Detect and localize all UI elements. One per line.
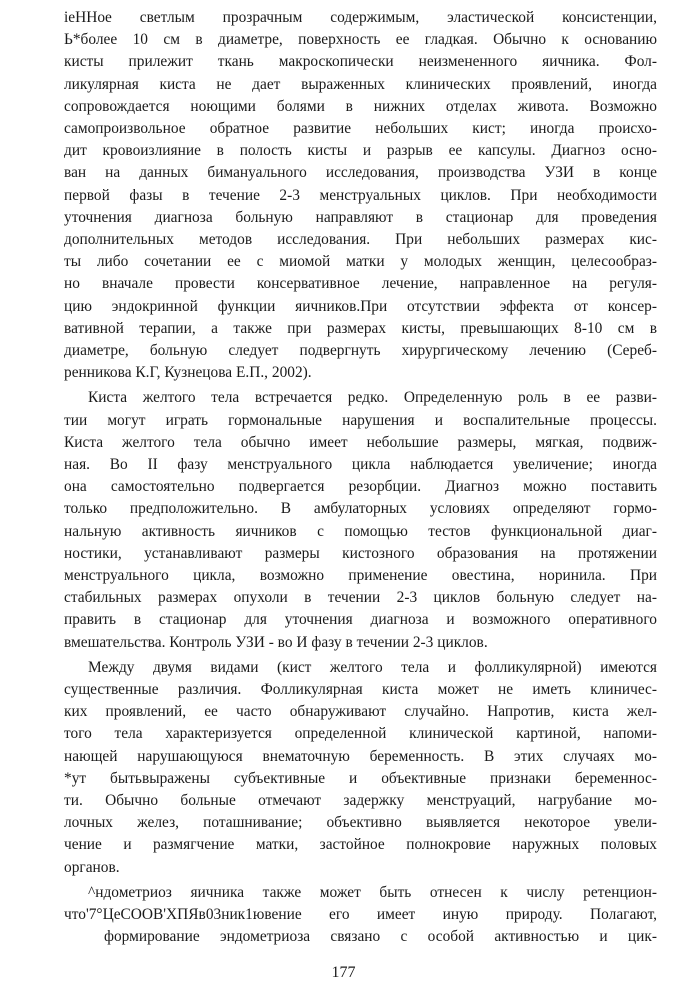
text-line: ти. Обычно больные отмечают задержку менструаций, нагрубание мо- [64,792,657,809]
text-line: кисты прилежит ткань макроскопически неизмененного яичника. Фол- [64,53,657,71]
page-number: 177 [331,964,356,982]
text-line: вативной терапии, а также при размерах кисты, превышающих 8-10 см в [64,319,657,337]
text-line: дит кровоизлияние в полость кисты и разрыв ее капсулы. Диагноз осно- [64,142,657,160]
text-line: только предположительно. В амбулаторных условиях определяют гормо- [64,500,657,518]
text-line: нальную активность яичников с помощью тестов функциональной диаг- [64,522,657,540]
text-line: сопровождается ноющими болями в нижних отделах живота. Возможно [64,97,657,115]
text-line: ких проявлений, ее часто обнаруживают случайно. Напротив, киста жел- [64,703,657,721]
text-line: Между двумя видами (кист желтого тела и фолликулярной) имеются [88,658,657,676]
text-line: ты либо сочетании ее с миомой матки у молодых женщин, целесообраз- [64,253,657,271]
text-line: ренникова К.Г, Кузнецова Е.П., 2002). [64,364,312,382]
text-line: Ь*более 10 см в диаметре, поверхность ее гладкая. Обычно к основанию [64,31,657,49]
text-line: ликулярная киста не дает выраженных клинических проявлений, иногда [64,75,657,93]
text-line: лочных желез, поташнивание; объективно выявляется некоторое увели- [64,814,657,832]
text-line: самопроизвольное обратное развитие небольших кист; иногда происхо- [64,120,657,137]
text-line: диаметре, больную следует подвергнуть хирургическому лечению (Сереб- [64,342,657,359]
text-line: первой фазы в течение 2-3 менструальных циклов. При необходимости [64,186,657,204]
text-line: Киста желтого тела обычно имеет небольшие размеры, мягкая, подвиж- [64,433,657,451]
text-line: органов. [64,858,120,876]
text-line: дополнительных методов исследования. При небольших размерах кис- [64,231,657,248]
text-line: формирование эндометриоза связано с особой активностью и цик- [104,928,657,946]
text-line: но вначале провести консервативное лечение, направленное на регуля- [64,275,657,293]
text-line: ностики, устанавливают размеры кистозного образования на протяжении [64,544,657,562]
text-line: существенные различия. Фолликулярная киста может не иметь клиничес- [64,681,657,698]
text-line: менструального цикла, возможно применение овестина, норинила. При [64,567,657,584]
text-line: нающей нарушающуюся внематочную беременность. В этих случаях мо- [64,747,657,765]
text-line: вмешательства. Контроль УЗИ - во И фазу в течении 2-3 циклов. [64,633,488,651]
text-line: ieHHoe светлым прозрачным содержимым, эластической консистенции, [64,9,657,26]
text-line: она самостоятельно подвергается резорбции. Диагноз можно поставить [64,478,657,496]
text-line: чение и размягчение матки, застойное полнокровие наружных половых [64,836,657,854]
text-line: *ут бытьвыражены субъективные и объективные признаки беременнос- [64,769,657,787]
text-line: править в стационар для уточнения диагноза и возможного оперативного [64,611,657,629]
text-line: тии могут играть гормональные нарушения и воспалительные процессы. [64,411,657,429]
text-line: что'7°ЦеСООВ'ХПЯв03ник1ювение его имеет иную природу. Полагают, [64,906,657,923]
text-line: стабильных размерах опухоли в течении 2-3 циклов больную следует на- [64,589,657,607]
text-line: уточнения диагноза больную направляют в стационар для проведения [64,208,657,226]
text-line: цию эндокринной функции яичников.При отсутствии эффекта от консер- [64,297,657,315]
text-line: Киста желтого тела встречается редко. Определенную роль в ее разви- [88,389,657,407]
text-line: ная. Во II фазу менструального цикла наблюдается увеличение; иногда [64,456,657,473]
text-line: того тела характеризуется определенной клинической картиной, напоми- [64,725,657,743]
text-line: ван на данных бимануального исследования, производства УЗИ в конце [64,164,657,182]
text-line: ^ндометриоз яичника также может быть отнесен к числу ретенцион- [88,883,657,901]
